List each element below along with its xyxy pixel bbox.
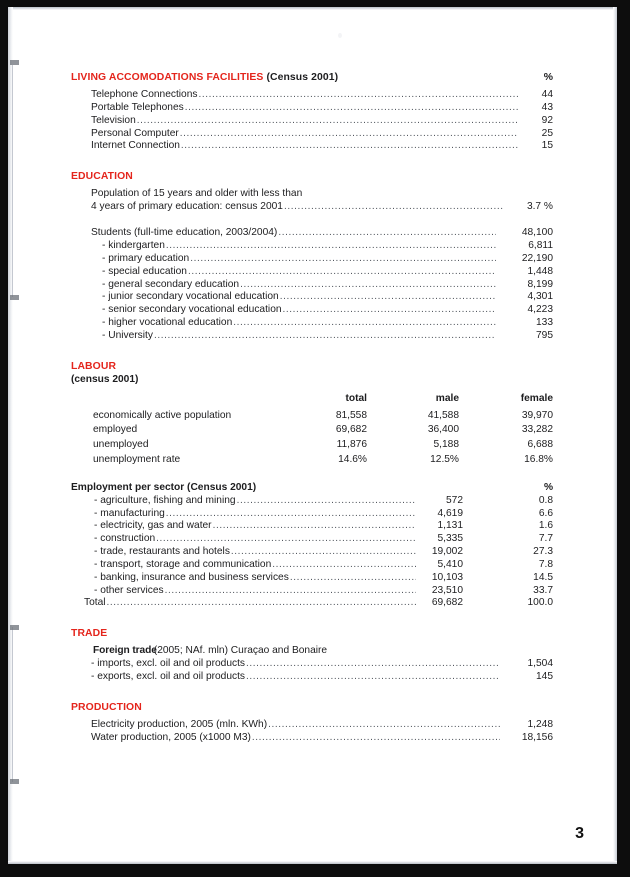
- employment-row-percent: 7.7: [538, 533, 553, 545]
- living-row-value: 44: [541, 89, 553, 101]
- labour-table: [71, 393, 553, 469]
- binding-gutter-line: [12, 65, 13, 297]
- dot-leader: [284, 201, 504, 211]
- employment-row-label: - trade, restaurants and hotels: [94, 546, 230, 558]
- production-row-value: 18,156: [521, 731, 553, 743]
- employment-row-number: 4,619: [437, 507, 463, 519]
- page-edge-shadow-top: [8, 7, 617, 10]
- section-title-labour: LABOUR: [71, 360, 117, 372]
- education-row: [71, 279, 553, 292]
- employment-total-number: 69,682: [431, 597, 463, 609]
- employment-row: [71, 520, 553, 533]
- living-row-value: 25: [541, 127, 553, 139]
- section-title-living-census: (Census 2001): [263, 72, 339, 83]
- living-row-label: Telephone Connections: [91, 89, 198, 101]
- education-note-row: [71, 201, 553, 214]
- staple-mark: [10, 60, 19, 65]
- employment-total-label: Total: [84, 597, 106, 609]
- employment-row: [71, 546, 553, 559]
- education-row: [71, 240, 553, 253]
- employment-unit-header: %: [543, 481, 553, 493]
- education-row-value: 8,199: [527, 278, 553, 290]
- living-row-label: Television: [91, 114, 136, 126]
- labour-row-total: 69,682: [335, 424, 367, 436]
- dot-leader: [107, 597, 416, 607]
- labour-row-label: unemployment rate: [93, 454, 181, 466]
- employment-row-percent: 1.6: [538, 520, 553, 532]
- education-note-value: 3.7 %: [526, 201, 553, 213]
- employment-row-label: - transport, storage and communication: [94, 558, 272, 570]
- dot-leader: [290, 572, 416, 582]
- section-living-accomodations: [71, 71, 553, 153]
- dot-leader: [213, 520, 416, 530]
- labour-table-row: [71, 410, 553, 425]
- labour-col-header-female: female: [520, 392, 553, 404]
- dot-leader: [181, 140, 518, 150]
- employment-row: [71, 533, 553, 546]
- document-content: [71, 71, 553, 745]
- dot-leader: [188, 266, 496, 276]
- education-row-label: - primary education: [102, 252, 190, 264]
- employment-row-percent: 0.8: [538, 494, 553, 506]
- labour-row-male: 36,400: [427, 424, 459, 436]
- trade-row-value: 145: [536, 671, 553, 683]
- employment-row: [71, 508, 553, 521]
- employment-row-label: - manufacturing: [94, 507, 165, 519]
- living-row: [71, 115, 553, 128]
- labour-row-total: 81,558: [335, 409, 367, 421]
- living-row-value: 15: [541, 140, 553, 152]
- living-row-label: Internet Connection: [91, 140, 180, 152]
- employment-row-number: 10,103: [431, 571, 463, 583]
- employment-row-number: 1,131: [437, 520, 463, 532]
- employment-row-label: - banking, insurance and business services: [94, 571, 289, 583]
- education-row-label: - higher vocational education: [102, 317, 233, 329]
- employment-row-label: - electricity, gas and water: [94, 520, 212, 532]
- employment-row-percent: 7.8: [538, 558, 553, 570]
- dot-leader: [165, 585, 416, 595]
- trade-row-label: - imports, excl. oil and oil products: [91, 658, 246, 670]
- employment-row: [71, 572, 553, 585]
- foreign-trade-subtitle-bold: Foreign trade: [93, 645, 157, 657]
- dot-leader: [278, 227, 496, 237]
- education-students-row: [71, 227, 553, 240]
- education-row-value: 133: [536, 317, 553, 329]
- education-row-label: - University: [102, 329, 153, 341]
- education-row: [71, 253, 553, 266]
- labour-table-header-row: [71, 393, 553, 410]
- education-row-value: 1,448: [527, 265, 553, 277]
- dot-leader: [137, 115, 518, 125]
- dot-leader: [166, 508, 416, 518]
- living-row: [71, 128, 553, 141]
- employment-row: [71, 495, 553, 508]
- employment-row-percent: 14.5: [533, 571, 553, 583]
- employment-row: [71, 559, 553, 572]
- education-row-label: - senior secondary vocational education: [102, 304, 282, 316]
- employment-per-sector-header: [71, 482, 553, 495]
- education-row: [71, 317, 553, 330]
- employment-row-label: - agriculture, fishing and mining: [94, 494, 236, 506]
- dot-leader: [198, 89, 518, 99]
- labour-row-female: 6,688: [527, 439, 553, 451]
- labour-row-total: 11,876: [336, 439, 367, 451]
- education-row-value: 22,190: [521, 252, 553, 264]
- education-row-value: 795: [536, 329, 553, 341]
- labour-row-label: employed: [93, 424, 138, 436]
- dot-leader: [185, 102, 518, 112]
- foreign-trade-subtitle: [71, 645, 553, 658]
- production-row-label: Electricity production, 2005 (mln. KWh): [91, 719, 268, 731]
- dot-leader: [272, 559, 416, 569]
- staple-mark: [10, 779, 19, 784]
- dot-leader: [233, 317, 496, 327]
- dot-leader: [156, 533, 416, 543]
- section-title-living-text: LIVING ACCOMODATIONS FACILITIES: [71, 72, 264, 83]
- education-row: [71, 330, 553, 343]
- page-edge-shadow-right: [613, 7, 617, 864]
- labour-row-female: 16.8%: [524, 454, 553, 466]
- employment-row-number: 5,335: [437, 533, 463, 545]
- labour-row-male: 12.5%: [430, 454, 459, 466]
- section-title-education: EDUCATION: [71, 171, 133, 183]
- living-row: [71, 89, 553, 102]
- employment-total-percent: 100.0: [527, 597, 553, 609]
- labour-table-row: [71, 454, 553, 469]
- education-row: [71, 304, 553, 317]
- employment-total-row: [71, 597, 553, 610]
- staple-mark: [10, 625, 19, 630]
- paper-speck: [338, 33, 342, 38]
- education-row-label: - special education: [102, 265, 187, 277]
- employment-row-number: 572: [446, 494, 463, 506]
- labour-table-row: [71, 439, 553, 454]
- dot-leader: [246, 671, 500, 681]
- employment-row-percent: 6.6: [538, 507, 553, 519]
- section-trade: [71, 627, 553, 684]
- section-title-living: [71, 71, 338, 84]
- labour-col-header-blank: [71, 393, 271, 410]
- section-title-trade: TRADE: [71, 628, 108, 640]
- living-row-value: 43: [541, 101, 553, 113]
- employment-row: [71, 585, 553, 598]
- living-row-label: Portable Telephones: [91, 101, 184, 113]
- employment-row-percent: 27.3: [533, 546, 553, 558]
- dot-leader: [240, 279, 496, 289]
- employment-row-label: - other services: [94, 584, 164, 596]
- education-row-value: 6,811: [528, 239, 553, 251]
- employment-row-percent: 33.7: [533, 584, 553, 596]
- education-note-label: 4 years of primary education: census 2001: [91, 201, 283, 213]
- dot-leader: [154, 330, 496, 340]
- education-row-label: - kindergarten: [102, 239, 165, 251]
- labour-row-female: 33,282: [521, 424, 553, 436]
- education-row-value: 4,301: [527, 291, 553, 303]
- education-row-value: 4,223: [527, 304, 553, 316]
- trade-row: [71, 671, 553, 684]
- staple-mark: [10, 295, 19, 300]
- dot-leader: [166, 240, 496, 250]
- living-row-value: 92: [541, 114, 553, 126]
- education-students-label: Students (full-time education, 2003/2004): [91, 227, 278, 239]
- labour-col-header-male: male: [435, 392, 459, 404]
- living-row-label: Personal Computer: [91, 127, 179, 139]
- section-title-production: PRODUCTION: [71, 701, 142, 713]
- trade-row: [71, 658, 553, 671]
- employment-row-label: - construction: [94, 533, 156, 545]
- living-unit-header: %: [543, 72, 553, 83]
- education-note-line1: Population of 15 years and older with less than: [91, 188, 303, 200]
- education-row-label: - general secondary education: [102, 278, 240, 290]
- dot-leader: [246, 658, 500, 668]
- production-row-value: 1,248: [527, 719, 553, 731]
- employment-row-number: 23,510: [431, 584, 463, 596]
- labour-row-male: 5,188: [433, 439, 459, 451]
- labour-row-male: 41,588: [427, 409, 459, 421]
- binding-gutter-line: [12, 627, 13, 782]
- section-production: [71, 701, 553, 745]
- page-number: 3: [575, 825, 584, 842]
- labour-row-label: unemployed: [93, 439, 149, 451]
- labour-subtitle: (census 2001): [71, 373, 139, 385]
- dot-leader: [268, 719, 500, 729]
- employment-row-number: 5,410: [437, 558, 463, 570]
- document-page: [8, 7, 617, 864]
- education-row-label: - junior secondary vocational education: [102, 291, 279, 303]
- section-education: [71, 170, 553, 342]
- living-row: [71, 102, 553, 115]
- education-students-value: 48,100: [521, 227, 553, 239]
- labour-row-label: economically active population: [93, 409, 232, 421]
- labour-table-row: [71, 424, 553, 439]
- production-row-label: Water production, 2005 (x1000 M3): [91, 731, 251, 743]
- trade-row-value: 1,504: [527, 658, 553, 670]
- living-row: [71, 140, 553, 153]
- education-row: [71, 291, 553, 304]
- labour-col-header-total: total: [345, 392, 367, 404]
- dot-leader: [237, 495, 416, 505]
- section-labour: [71, 360, 553, 611]
- labour-row-total: 14.6%: [338, 454, 367, 466]
- production-row: [71, 719, 553, 732]
- dot-leader: [280, 291, 496, 301]
- dot-leader: [190, 253, 496, 263]
- dot-leader: [283, 304, 496, 314]
- labour-row-female: 39,970: [521, 409, 553, 421]
- education-row: [71, 266, 553, 279]
- employment-row-number: 19,002: [431, 546, 463, 558]
- production-row: [71, 732, 553, 745]
- dot-leader: [231, 546, 416, 556]
- dot-leader: [252, 732, 500, 742]
- section-header-living: [71, 71, 553, 84]
- dot-leader: [180, 128, 518, 138]
- employment-per-sector-title: Employment per sector (Census 2001): [71, 481, 257, 493]
- trade-row-label: - exports, excl. oil and oil products: [91, 671, 246, 683]
- page-edge-shadow-bottom: [8, 861, 617, 864]
- foreign-trade-subtitle-rest: (2005; NAf. mln) Curaçao and Bonaire: [153, 645, 328, 657]
